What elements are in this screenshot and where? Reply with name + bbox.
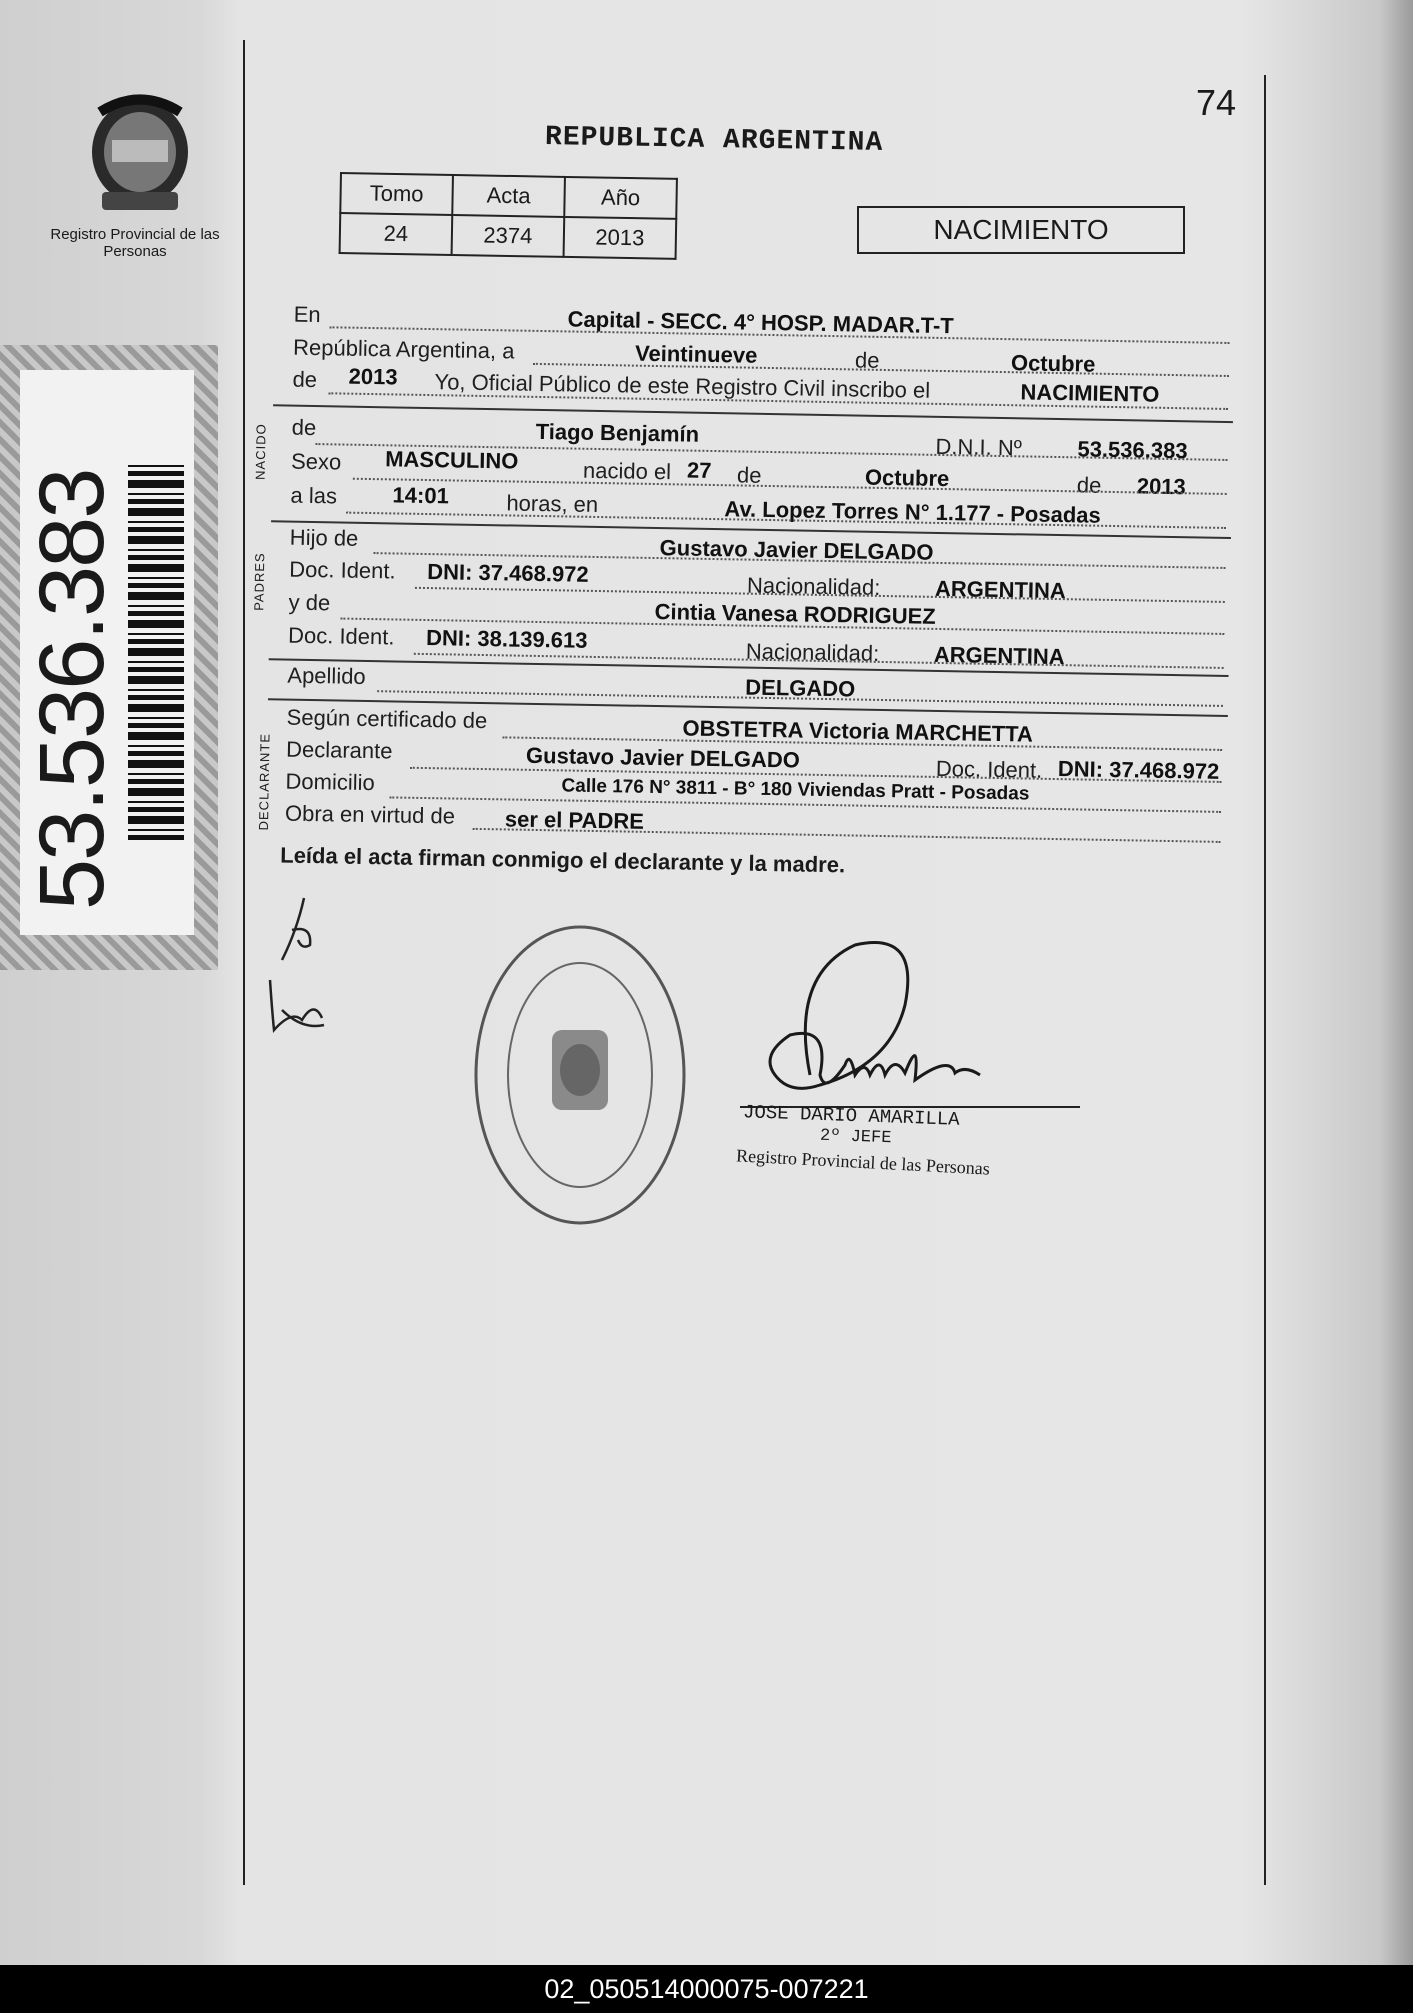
de-label: de: [854, 347, 880, 373]
y-de-label: y de: [288, 589, 331, 616]
birth-month: Octubre: [864, 464, 950, 492]
anio-header: Año: [564, 177, 677, 219]
declarant-dni: DNI: 37.468.972: [1057, 756, 1220, 784]
en-label: En: [293, 301, 321, 328]
record-day: Veintinueve: [634, 340, 758, 368]
child-name: Tiago Benjamín: [535, 418, 700, 447]
de-year2-label: de: [1076, 472, 1102, 498]
signer-office: Registro Provincial de las Personas: [735, 1145, 991, 1179]
certifier: OBSTETRA Victoria MARCHETTA: [682, 715, 1034, 747]
obra-label: Obra en virtud de: [284, 800, 456, 829]
signer-name: JOSE DARIO AMARILLA: [742, 1101, 960, 1131]
doc-ident-label-1: Doc. Ident.: [289, 556, 396, 584]
nacionalidad-label-1: Nacionalidad:: [746, 572, 881, 600]
birth-day: 27: [686, 457, 712, 483]
inscribed-event: NACIMIENTO: [1020, 379, 1160, 407]
domicilio-label: Domicilio: [285, 768, 376, 796]
doc-ident-label-3: Doc. Ident.: [935, 755, 1043, 783]
dni-label: D.N.I. Nº: [935, 433, 1022, 461]
hijo-de-label: Hijo de: [289, 524, 359, 551]
birth-year: 2013: [1136, 473, 1187, 500]
apellido-label: Apellido: [287, 662, 366, 689]
doc-ident-label-2: Doc. Ident.: [287, 622, 395, 650]
mother-dni: DNI: 38.139.613: [425, 625, 588, 653]
de-month-label: de: [736, 462, 762, 488]
barcode-number: 53.536.383: [21, 469, 123, 910]
birth-place: Av. Lopez Torres N° 1.177 - Posadas: [724, 496, 1101, 528]
mother-nationality: ARGENTINA: [933, 641, 1065, 670]
de-year-label: de: [292, 366, 318, 393]
dotted-line: [473, 828, 1221, 843]
signer-role: 2º JEFE: [819, 1126, 892, 1149]
registry-logo-caption: Registro Provincial de las Personas: [50, 226, 220, 260]
record-month: Octubre: [1010, 350, 1096, 377]
nacionalidad-label-2: Nacionalidad:: [745, 638, 880, 666]
anio-value: 2013: [564, 217, 677, 259]
nacido-side-label: NACIDO: [252, 423, 269, 481]
page-number: 74: [1196, 82, 1237, 123]
father-nationality: ARGENTINA: [934, 575, 1066, 604]
father-dni: DNI: 37.468.972: [427, 559, 589, 587]
sexo-label: Sexo: [290, 448, 342, 475]
tomo-value: 24: [340, 213, 453, 255]
child-sex: MASCULINO: [384, 446, 519, 474]
horas-label: horas, en: [506, 490, 599, 517]
footer-code: 02_050514000075-007221: [0, 1965, 1413, 2013]
declarant-name: Gustavo Javier DELGADO: [525, 742, 801, 773]
act-type-box: NACIMIENTO: [857, 206, 1185, 254]
mother-name: Cintia Vanesa RODRIGUEZ: [654, 599, 936, 629]
oficial-text: Yo, Oficial Público de este Registro Civil inscribo el: [434, 369, 931, 403]
initials-signature: [262, 890, 342, 1040]
padres-side-label: PADRES: [251, 552, 268, 611]
de-name-label: de: [291, 414, 317, 441]
tomo-header: Tomo: [340, 173, 453, 215]
acta-header: Acta: [452, 175, 565, 217]
official-signature: [680, 935, 1080, 1115]
segun-label: Según certificado de: [286, 704, 488, 734]
nacido-el-label: nacido el: [582, 457, 672, 485]
official-stamp-icon: [470, 920, 690, 1230]
declarante-label: Declarante: [285, 736, 393, 764]
closing-statement: Leída el acta firman conmigo el declarante y la madre.: [280, 842, 846, 878]
father-name: Gustavo Javier DELGADO: [659, 535, 934, 565]
birth-hour: 14:01: [392, 482, 450, 509]
declarante-side-label: DECLARANTE: [255, 732, 273, 831]
declarant-relation: ser el PADRE: [504, 806, 645, 834]
surname: DELGADO: [745, 674, 856, 702]
child-dni: 53.536.383: [1077, 436, 1188, 464]
republica-label: República Argentina, a: [292, 334, 515, 364]
record-year: 2013: [348, 363, 398, 390]
place-of-record: Capital - SECC. 4° HOSP. MADAR.T-T: [567, 306, 954, 339]
country-title: REPUBLICA ARGENTINA: [544, 122, 884, 159]
acta-value: 2374: [452, 215, 565, 257]
a-las-label: a las: [290, 482, 338, 509]
declarant-address: Calle 176 N° 3811 - B° 180 Viviendas Pratt - Posadas: [561, 775, 1030, 805]
